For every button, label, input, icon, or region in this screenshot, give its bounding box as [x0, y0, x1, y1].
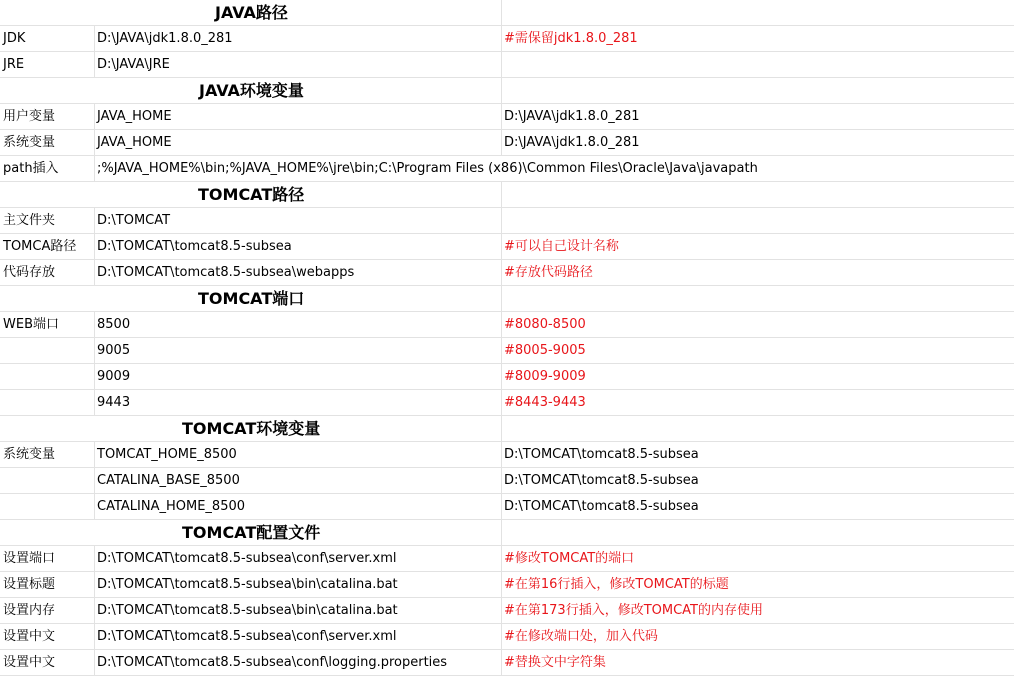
grid-line — [94, 52, 95, 78]
grid-line — [501, 650, 502, 676]
grid-line — [501, 130, 502, 156]
cell-value[interactable]: JAVA_HOME — [97, 135, 172, 150]
grid-line — [94, 156, 95, 182]
table-row — [0, 572, 1014, 598]
grid-line — [94, 26, 95, 52]
grid-line — [501, 468, 502, 494]
cell-value[interactable]: JAVA_HOME — [97, 109, 172, 124]
table-row — [0, 338, 1014, 364]
cell-label[interactable]: TOMCA路径 — [3, 239, 77, 254]
cell-value[interactable]: CATALINA_HOME_8500 — [97, 499, 246, 514]
cell-value[interactable]: ;%JAVA_HOME%\bin;%JAVA_HOME%\jre\bin;C:\Program Files (x86)\Common Files\Oracle\Java\javapath — [97, 161, 758, 176]
cell-label[interactable]: 设置中文 — [3, 629, 56, 644]
grid-line — [94, 494, 95, 520]
table-row — [0, 442, 1014, 468]
grid-line — [501, 520, 502, 546]
cell-label[interactable]: JDK — [3, 31, 26, 46]
grid-line — [94, 650, 95, 676]
cell-label[interactable]: WEB端口 — [3, 317, 59, 332]
grid-line — [94, 390, 95, 416]
cell-value[interactable]: 9009 — [97, 369, 131, 384]
table-row — [0, 52, 1014, 78]
grid-line — [501, 546, 502, 572]
grid-line — [94, 338, 95, 364]
cell-label[interactable]: 设置端口 — [3, 551, 56, 566]
grid-line — [94, 468, 95, 494]
grid-line — [501, 442, 502, 468]
cell-value[interactable]: 9443 — [97, 395, 131, 410]
cell-value-2[interactable]: D:\JAVA\jdk1.8.0_281 — [504, 109, 640, 124]
table-row — [0, 260, 1014, 286]
section-header-row — [0, 286, 1014, 312]
section-header-row — [0, 416, 1014, 442]
grid-line — [94, 208, 95, 234]
grid-line — [501, 312, 502, 338]
cell-value[interactable]: D:\TOMCAT\tomcat8.5-subsea\conf\logging.properties — [97, 655, 448, 670]
cell-label[interactable]: 代码存放 — [3, 265, 56, 280]
cell-value[interactable]: 9005 — [97, 343, 131, 358]
cell-value[interactable]: D:\TOMCAT\tomcat8.5-subsea\bin\catalina.bat — [97, 603, 398, 618]
table-row — [0, 650, 1014, 676]
grid-line — [501, 208, 502, 234]
cell-label[interactable]: 系统变量 — [3, 135, 56, 150]
grid-line — [94, 598, 95, 624]
table-row — [0, 130, 1014, 156]
cell-value[interactable]: TOMCAT_HOME_8500 — [97, 447, 237, 462]
cell-note[interactable]: #8443-9443 — [504, 395, 586, 410]
cell-label[interactable]: JRE — [3, 57, 25, 72]
section-header-row — [0, 520, 1014, 546]
grid-line — [501, 338, 502, 364]
section-header-row — [0, 182, 1014, 208]
table-row — [0, 156, 1014, 182]
cell-value[interactable]: D:\TOMCAT — [97, 213, 171, 228]
grid-line — [501, 260, 502, 286]
grid-line — [501, 572, 502, 598]
cell-note[interactable]: #替换文中字符集 — [504, 655, 606, 670]
table-row — [0, 312, 1014, 338]
grid-line — [501, 416, 502, 442]
grid-line — [94, 364, 95, 390]
grid-line — [94, 546, 95, 572]
cell-value-2[interactable]: D:\TOMCAT\tomcat8.5-subsea — [504, 473, 699, 488]
cell-label[interactable]: 设置内存 — [3, 603, 56, 618]
table-row — [0, 234, 1014, 260]
cell-note[interactable]: #在修改端口处，加入代码 — [504, 629, 658, 644]
table-row — [0, 390, 1014, 416]
cell-value[interactable]: D:\TOMCAT\tomcat8.5-subsea\bin\catalina.bat — [97, 577, 398, 592]
grid-line — [94, 442, 95, 468]
grid-line — [501, 104, 502, 130]
section-header-row — [0, 78, 1014, 104]
grid-line — [501, 78, 502, 104]
cell-value[interactable]: D:\TOMCAT\tomcat8.5-subsea\conf\server.xml — [97, 629, 397, 644]
cell-value-2[interactable]: D:\TOMCAT\tomcat8.5-subsea — [504, 447, 699, 462]
cell-label[interactable]: 用户变量 — [3, 109, 56, 124]
table-row — [0, 468, 1014, 494]
grid-line — [501, 182, 502, 208]
grid-line — [94, 130, 95, 156]
cell-note[interactable]: #需保留jdk1.8.0_281 — [504, 31, 638, 46]
cell-note[interactable]: #8080-8500 — [504, 317, 586, 332]
grid-line — [501, 390, 502, 416]
table-row — [0, 546, 1014, 572]
grid-line — [94, 312, 95, 338]
grid-line — [94, 104, 95, 130]
section-title: JAVA环境变量 — [199, 81, 304, 100]
grid-line — [501, 234, 502, 260]
grid-line — [501, 286, 502, 312]
section-title: TOMCAT环境变量 — [182, 419, 321, 438]
cell-value[interactable]: D:\TOMCAT\tomcat8.5-subsea\conf\server.xml — [97, 551, 397, 566]
cell-note[interactable]: #8005-9005 — [504, 343, 586, 358]
cell-note[interactable]: #可以自己设计名称 — [504, 239, 619, 254]
grid-line — [501, 0, 502, 26]
section-title: TOMCAT端口 — [198, 289, 305, 308]
grid-line — [501, 26, 502, 52]
cell-value-2[interactable]: D:\TOMCAT\tomcat8.5-subsea — [504, 499, 699, 514]
cell-label[interactable]: 设置标题 — [3, 577, 56, 592]
table-row — [0, 598, 1014, 624]
table-row — [0, 104, 1014, 130]
grid-line — [501, 364, 502, 390]
cell-note[interactable]: #存放代码路径 — [504, 265, 593, 280]
grid-line — [94, 260, 95, 286]
cell-note[interactable]: #修改TOMCAT的端口 — [504, 551, 635, 566]
table-row — [0, 624, 1014, 650]
cell-label[interactable]: 主文件夹 — [3, 213, 56, 228]
table-row — [0, 494, 1014, 520]
grid-line — [94, 572, 95, 598]
cell-note[interactable]: #8009-9009 — [504, 369, 586, 384]
grid-line — [94, 624, 95, 650]
table-row — [0, 364, 1014, 390]
cell-label[interactable]: path插入 — [3, 161, 59, 176]
table-row — [0, 26, 1014, 52]
section-header-row — [0, 0, 1014, 26]
cell-value[interactable]: D:\JAVA\JRE — [97, 57, 170, 72]
cell-value[interactable]: D:\TOMCAT\tomcat8.5-subsea\webapps — [97, 265, 355, 280]
section-title: TOMCAT路径 — [198, 185, 305, 204]
cell-value[interactable]: CATALINA_BASE_8500 — [97, 473, 240, 488]
cell-value[interactable]: D:\TOMCAT\tomcat8.5-subsea — [97, 239, 292, 254]
grid-line — [501, 52, 502, 78]
grid-line — [501, 598, 502, 624]
section-title: TOMCAT配置文件 — [182, 523, 321, 542]
cell-value[interactable]: D:\JAVA\jdk1.8.0_281 — [97, 31, 233, 46]
cell-value-2[interactable]: D:\JAVA\jdk1.8.0_281 — [504, 135, 640, 150]
table-row — [0, 208, 1014, 234]
cell-label[interactable]: 系统变量 — [3, 447, 56, 462]
cell-note[interactable]: #在第173行插入，修改TOMCAT的内存使用 — [504, 603, 763, 618]
grid-line — [501, 494, 502, 520]
grid-line — [501, 624, 502, 650]
cell-label[interactable]: 设置中文 — [3, 655, 56, 670]
cell-note[interactable]: #在第16行插入，修改TOMCAT的标题 — [504, 577, 729, 592]
grid-line — [94, 234, 95, 260]
section-title: JAVA路径 — [215, 3, 288, 22]
cell-value[interactable]: 8500 — [97, 317, 131, 332]
